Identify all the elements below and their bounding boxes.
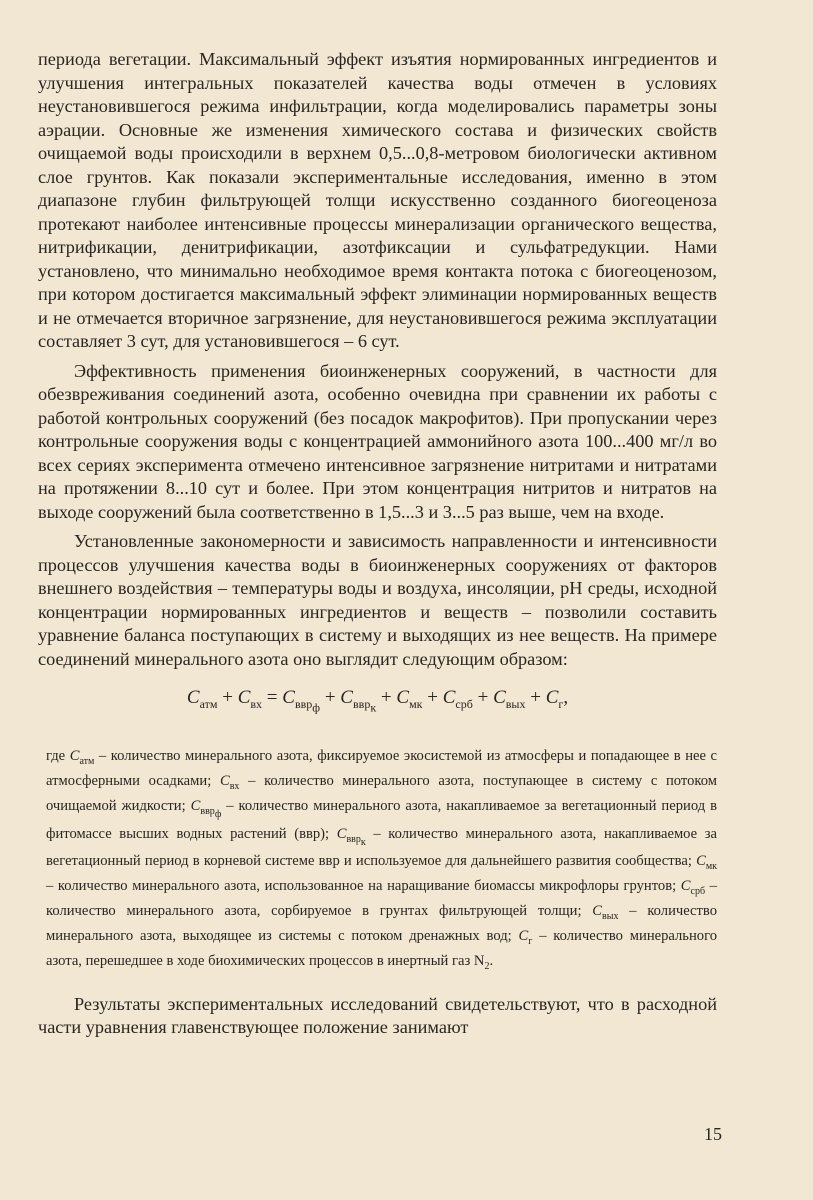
paragraph-results: Результаты экспериментальных исследований свидетельствуют, что в расходной части уравнения главенствующее положение занимают bbox=[38, 993, 717, 1037]
equation-legend: где $C_{атм}$ – количество минерального азота, фиксируемое экосистемой из атмосферы и попадающее в нее с атмосферными осадками; $C_{вх}$ – количество минерального азота, поступающее в систему с потоком очищаемой жидкости; $C_{ввр_ф}$ – количество минерального азота, накапливаемое за вегетационный период в фитомассе высших водных растений (ввр); $C_{ввр_к}$ – количество минерального азота, накапливаемое за вегетационный период в корневой системе ввр и используемое для дальнейшего развития сообщества; $C_{мк}$ – количество минерального азота, использованное на наращивание биомассы микрофлоры грунтов; $C_{срб}$ – количество минерального азота, сорбируемое в грунтах фильтрующей толщи; $C_{вых}$ – количество минерального азота, выходящее из системы с потоком дренажных вод; $C_г$ – количество минерального азота, перешедшее в ходе биохимических процессов в инертный газ $N_2$. bbox=[46, 748, 718, 972]
paragraph-balance-equation-intro: Установленные закономерности и зависимость направленности и интенсивности процессов улучшения качества воды в биоинженерных сооружениях от факторов внешнего воздействия – температуры воды и воздуха, инсоляции, pH среды, исходной концентрации нормированных ингредиентов и веществ – позволили составить уравнение баланса поступающих в систему и выходящих из нее веществ. На примере соединений минерального азота оно выглядит следующим образом: bbox=[38, 531, 717, 669]
formula-subscript: атм bbox=[199, 696, 218, 711]
paragraph-vegetation-period: периода вегетации. Максимальный эффект изъятия нормированных ингредиентов и улучшения интегральных показателей качества воды отмечен в условиях неустановившегося режима инфильтрации, когда моделировались параметры зоны аэрации. Основные же изменения химического состава и физических свойств очищаемой воды происходили в верхнем 0,5...0,8-метровом биологически активном слое грунтов. Как показали экспериментальные исследования, именно в этом диапазоне глубин фильтрующей толщи искусственно созданного биогеоценоза протекают наиболее интенсивные процессы минерализации органического вещества, нитрификации, денитрификации, азотфиксации и сульфатредукции. Нами установлено, что минимально необходимое время контакта потока с биогеоценозом, при котором достигается максимальный эффект элиминации нормированных веществ и не отмечается вторичное загрязнение, для неустановившегося режима эксплуатации составляет 3 сут, для установившегося – 6 сут. bbox=[38, 49, 717, 351]
page-number: 15 bbox=[704, 1124, 722, 1144]
paragraph-bioengineering-efficiency: Эффективность применения биоинженерных сооружений, в частности для обезвреживания соединений азота, особенно очевидна при сравнении их работы с работой контрольных сооружений (без посадок макрофитов). При пропускании через контрольные сооружения воды с концентрацией аммонийного азота 100...400 мг/л во всех сериях эксперимента отмечено интенсивное загрязнение нитритами и нитратами на протяжении 8...10 сут и более. При этом концентрация нитритов и нитратов на выходе сооружений была соответственно в 1,5...3 и 3...5 раз выше, чем на входе. bbox=[38, 360, 717, 522]
formula-symbol: C bbox=[186, 687, 200, 708]
nitrogen-balance-equation: $C_{атм} + C_{вх} = C_{ввр_ф} + C_{ввр_к} + C_{мк} + C_{срб} + C_{вых} + C_г$, bbox=[186, 687, 569, 715]
